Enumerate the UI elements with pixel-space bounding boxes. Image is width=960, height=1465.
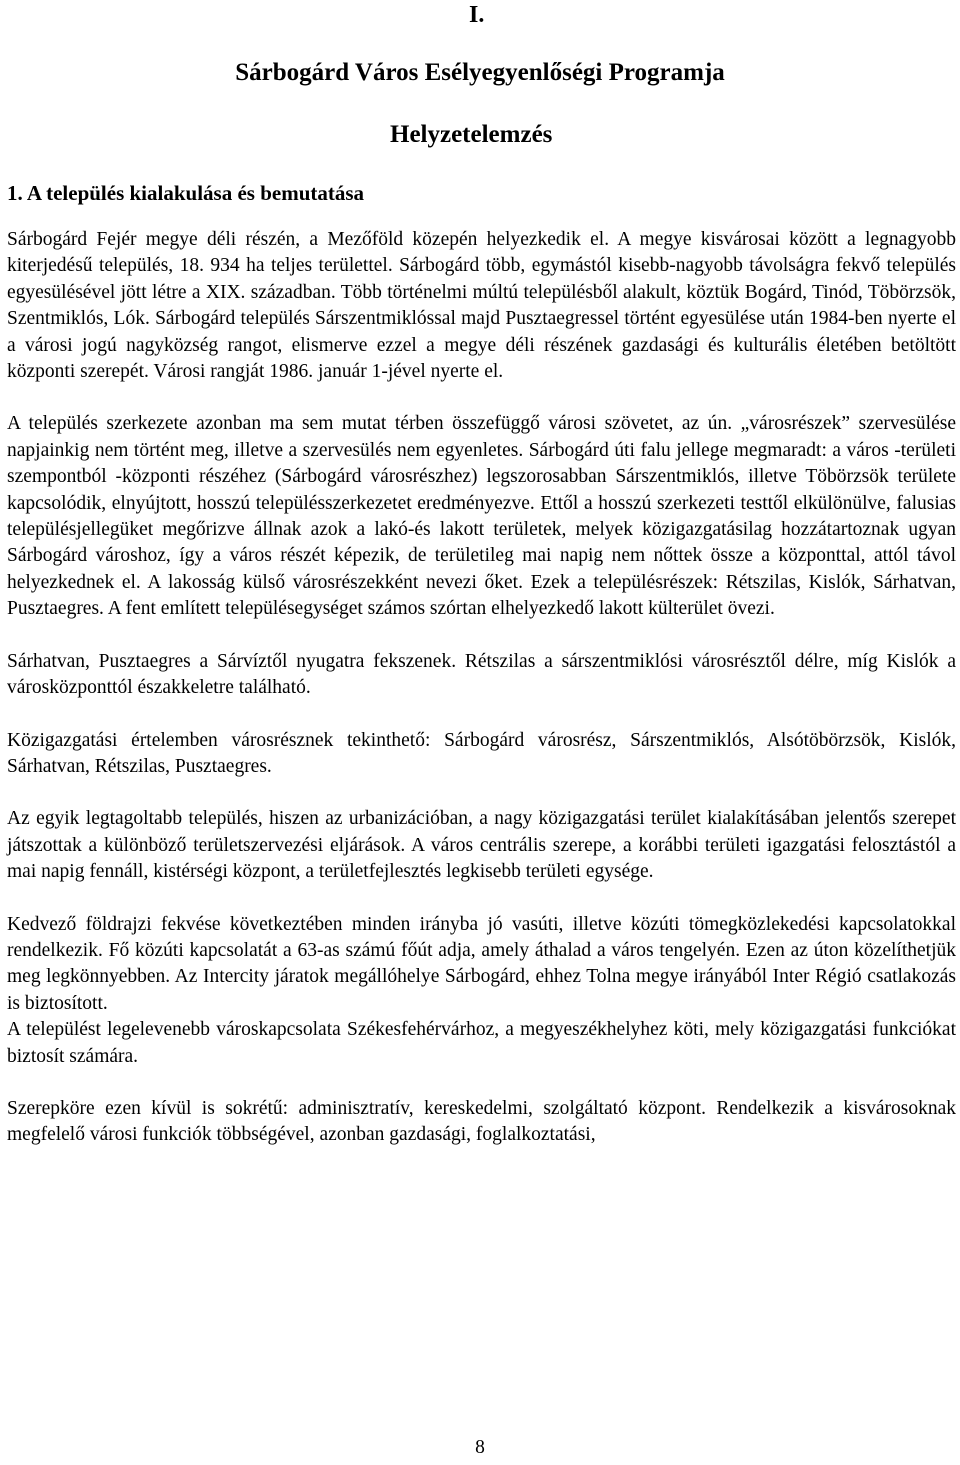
paragraph-administrative-districts: Közigazgatási értelemben városrésznek tekinthető: Sárbogárd városrész, Sárszentmiklós, Alsótöbörzsök, Kislók, Sárhatvan, Rétszilas, Pusztaegres.	[7, 729, 956, 777]
paragraph-structure: A település szerkezete azonban ma sem mutat térben összefüggő városi szövetet, az ún. „városrészek” szervesülése napjainkig nem történt meg, illetve a szervesülés nem egyenletes. Sárbogárd úti falu jellege megmaradt: a város -területi szempontból -központi részéhez (Sárbogárd városrészhez) legszorosabban Sárszentmiklós, illetve Töbörzsök területe kapcsolódik, elnyújtott, hosszú településszerkezetet eredményezve. Ettől a hosszú szerkezeti testtől elkülönülve, falusias településjellegüket megőrizve állnak azok a lakó-és lakott területek, melyek közigazgatásilag hozzátartoznak ugyan Sárbogárd városhoz, így a város részét képezik, de területileg mai napig nem nőttek össze a központtal, attól távol helyezkednek el. A lakosság külső városrészekként nevezi őket. Ezek a településrészek: Rétszilas, Kislók, Sárhatvan, Pusztaegres. A fent említett településegységet számos szórtan elhelyezkedő lakott külterület övezi.	[7, 413, 956, 620]
page-number: 8	[475, 1437, 485, 1458]
document-subtitle: Helyzetelemzés	[390, 121, 553, 148]
document-title: Sárbogárd Város Esélyegyenlőségi Programja	[235, 59, 725, 86]
paragraph-geography: Sárhatvan, Pusztaegres a Sárvíztől nyugatra fekszenek. Rétszilas a sárszentmiklósi városrésztől délre, míg Kislók a városközponttól északkeletre található.	[7, 650, 956, 699]
paragraph-central-role: Az egyik legtagoltabb település, hiszen az urbanizációban, a nagy közigazgatási terület kialakításában jelentős szerepet játszottak a különböző területszervezési eljárások. A város centrális szerepe, a korábbi területi igazgatási felosztástól a mai napig fennáll, kistérségi központ, a területfejlesztés legkisebb területi egysége.	[7, 808, 956, 883]
paragraph-transport: Kedvező földrajzi fekvése következtében minden irányba jó vasúti, illetve közúti tömegközlekedési kapcsolatokkal rendelkezik. Fő közúti kapcsolatát a 63-as számú főút adja, amely áthalad a város tengelyén. Ezen az úton közelíthetjük meg legkönnyebben. Az Intercity járatok megállóhelye Sárbogárd, ehhez Tolna megye irányából Inter Régió csatlakozás is biztosított.	[7, 913, 956, 1014]
document-body	[7, 227, 956, 1175]
paragraph-origin: Sárbogárd Fejér megye déli részén, a Mezőföld közepén helyezkedik el. A megye kisvárosai között a legnagyobb kiterjedésű település, 18. 934 ha teljes területtel. Sárbogárd több, egymástól kisebb-nagyobb távolságra fekvő település egyesülésével jött létre a XIX. században. Több történelmi múltú településből alakult, köztük Bogárd, Tinód, Töbörzsök, Szentmiklós, Lók. Sárbogárd település Sárszentmiklóssal majd Pusztaegressel történt egyesülése után 1984-ben nyerte el a városi jogú nagyközség rangot, elismerve ezzel a megye déli részének gazdasági és kulturális életében betöltött központi szerepét. Városi rangját 1986. január 1-jével nyerte el.	[7, 229, 956, 383]
paragraph-city-connection: A települést legelevenebb városkapcsolata Székesfehérvárhoz, a megyeszékhelyhez köti, mely közigazgatási funkciókat biztosít számára.	[7, 1019, 956, 1067]
paragraph-functions: Szerepköre ezen kívül is sokrétű: adminisztratív, kereskedelmi, szolgáltató központ. Rendelkezik a kisvárosoknak megfelelő városi funkciók többségével, azonban gazdasági, foglalkoztatási,	[7, 1097, 956, 1146]
chapter-number: I.	[469, 2, 485, 28]
section-heading: 1. A település kialakulása és bemutatása	[7, 181, 365, 205]
